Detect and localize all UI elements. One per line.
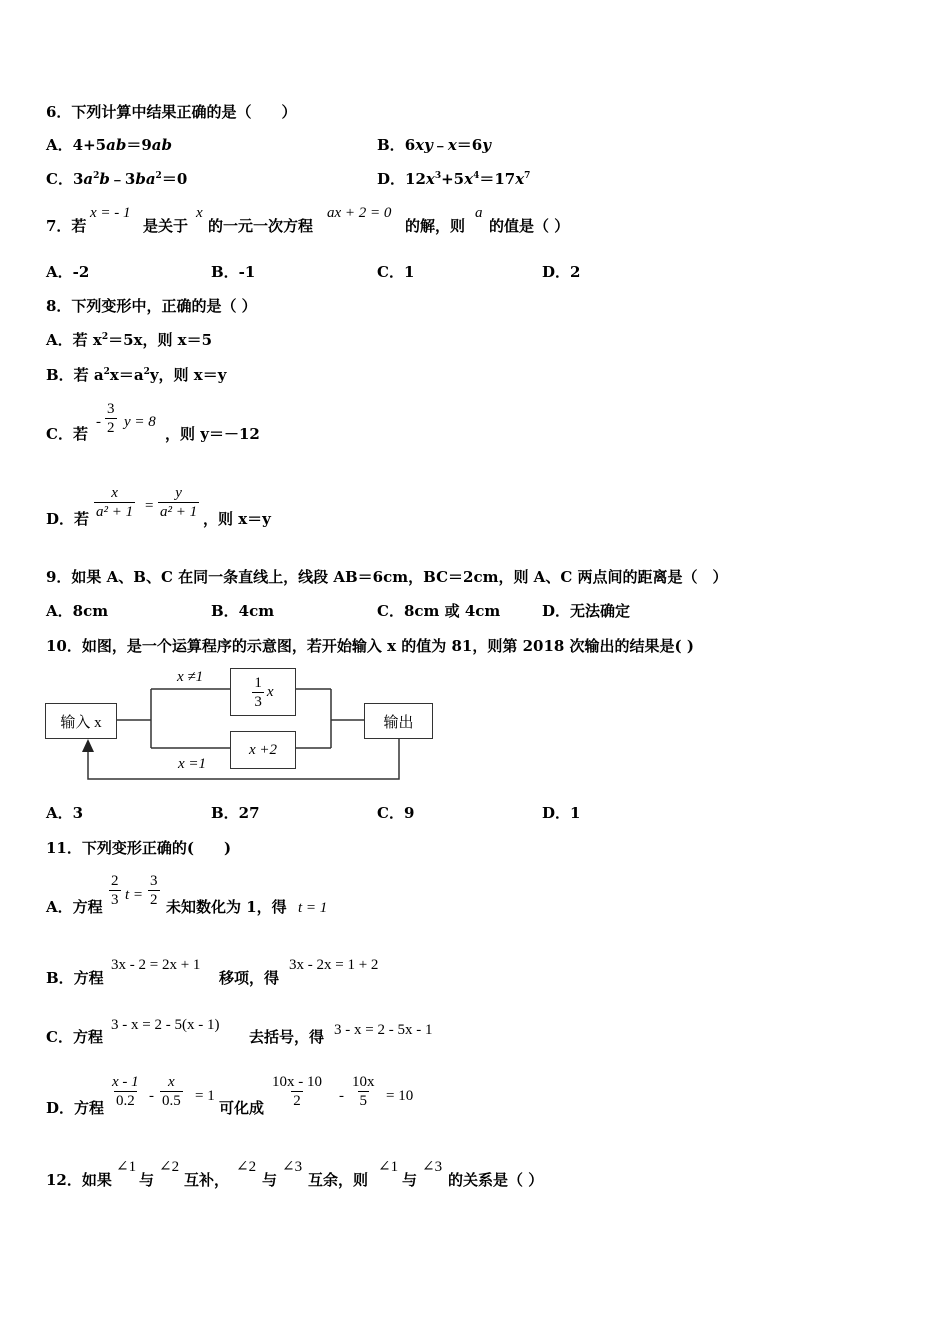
q12-text-5: 与 xyxy=(402,1171,418,1189)
q12-text-3: 与 xyxy=(262,1171,278,1189)
q8-option-b: B．若 $a^2x=a^2y$，则 x＝y xyxy=(46,366,227,384)
q8-option-c-result: ，则 y＝－12 xyxy=(165,425,260,443)
flowchart-arrow-icon xyxy=(82,739,94,752)
q12-number: 12．如果 xyxy=(46,1171,112,1189)
q6-option-b: B．6xy﹣x＝6y xyxy=(377,136,491,154)
q11-c-equation-2: 3 - x = 2 - 5x - 1 xyxy=(334,1022,433,1038)
q11-d-equals-2: = 10 xyxy=(386,1088,414,1104)
q7-math-x-eq: x = - 1 xyxy=(90,205,131,221)
q11-a-fraction-2: $\frac{3}{2}$ xyxy=(150,873,158,908)
q12-text-2: 互补， xyxy=(184,1171,230,1189)
q7-text-3: 的解，则 xyxy=(405,217,466,235)
q8-c-rest: y = 8 xyxy=(124,414,156,430)
q11-a-result: t = 1 xyxy=(298,900,328,916)
q11-option-a-text: 未知数化为 1，得 xyxy=(166,898,287,916)
q7-text-1: 是关于 xyxy=(143,217,189,235)
q11-d-fraction-1: $\frac{x - 1}{0.2}$ xyxy=(112,1074,139,1109)
q11-b-equation-1: 3x - 2 = 2x + 1 xyxy=(111,957,201,973)
q11-option-c-label: C．方程 xyxy=(46,1028,103,1046)
q9-option-d: D．无法确定 xyxy=(542,602,631,620)
flowchart-condition-top: x ≠1 xyxy=(177,669,204,685)
q6-option-c: C．$3a^2b﹣3ba^2=0$ xyxy=(46,170,188,188)
q7-number: 7．若 xyxy=(46,217,87,235)
q12-angle-1: ∠1 xyxy=(116,1159,137,1175)
flowchart-divide-box: $\frac{1}{3}$ x xyxy=(230,668,296,716)
q8-c-fraction: $\frac{3}{2}$ xyxy=(107,401,115,436)
q10-option-d: D．1 xyxy=(542,804,581,822)
q7-math-a: a xyxy=(475,205,483,221)
q11-option-b-label: B．方程 xyxy=(46,969,104,987)
q11-d-fraction-4: $\frac{10x}{5}$ xyxy=(352,1074,375,1109)
flowchart-input-box: 输入 x xyxy=(45,703,117,739)
q10-option-b: B．27 xyxy=(211,804,260,822)
q12-angle-4: ∠3 xyxy=(282,1159,303,1175)
flowchart-one-third: $\frac{1}{3}$ xyxy=(254,674,262,710)
q8-d-fraction-right: $\frac{y}{\text{a² + 1}}$ xyxy=(160,485,198,520)
q10-option-c: C．9 xyxy=(377,804,415,822)
q11-option-d-text: 可化成 xyxy=(219,1099,265,1117)
flowchart-condition-bottom: x =1 xyxy=(178,756,207,772)
q12-angle-3: ∠2 xyxy=(236,1159,257,1175)
q6-option-a: A．4+5ab＝9ab xyxy=(46,136,172,154)
q12-angle-6: ∠3 xyxy=(422,1159,443,1175)
flowchart-add-box: x +2 xyxy=(230,731,296,769)
q11-d-minus-2: - xyxy=(339,1088,344,1104)
q7-text-4: 的值是（ ） xyxy=(489,217,570,235)
q12-text-4: 互余，则 xyxy=(308,1171,369,1189)
q12-angle-5: ∠1 xyxy=(378,1159,399,1175)
q11-option-d-label: D．方程 xyxy=(46,1099,105,1117)
q11-a-var: t = xyxy=(125,887,144,903)
q7-text-2: 的一元一次方程 xyxy=(208,217,314,235)
q11-b-equation-2: 3x - 2x = 1 + 2 xyxy=(289,957,379,973)
q12-angle-2: ∠2 xyxy=(159,1159,180,1175)
q6-stem: 6．下列计算中结果正确的是（ ） xyxy=(46,103,297,121)
q8-d-equals: = xyxy=(145,498,154,514)
q11-d-fraction-2: $\frac{x}{0.5}$ xyxy=(162,1074,181,1109)
q11-c-equation-1: 3 - x = 2 - 5(x - 1) xyxy=(111,1017,220,1033)
flowchart-output-box: 输出 xyxy=(364,703,433,739)
q9-option-b: B．4cm xyxy=(211,602,275,620)
q11-d-equals-1: = 1 xyxy=(195,1088,215,1104)
q10-option-a: A．3 xyxy=(46,804,84,822)
q12-text-6: 的关系是（ ） xyxy=(448,1171,544,1189)
q9-stem: 9．如果 A、B、C 在同一条直线上，线段 AB＝6cm，BC＝2cm，则 A、C 两点间的距离是（ ） xyxy=(46,568,728,586)
q8-c-minus: - xyxy=(96,414,101,430)
q9-option-c: C．8cm 或 4cm xyxy=(377,602,501,620)
q11-option-a-label: A．方程 xyxy=(46,898,103,916)
q12-text-1: 与 xyxy=(139,1171,155,1189)
q11-option-b-text: 移项，得 xyxy=(219,969,280,987)
q11-d-minus-1: - xyxy=(149,1088,154,1104)
q8-option-d-result: ，则 x＝y xyxy=(203,510,271,528)
q8-stem: 8．下列变形中，正确的是（ ） xyxy=(46,297,257,315)
q9-option-a: A．8cm xyxy=(46,602,109,620)
q11-stem: 11．下列变形正确的( ) xyxy=(46,839,232,857)
q11-option-c-text: 去括号，得 xyxy=(249,1028,325,1046)
q7-option-d: D．2 xyxy=(542,263,581,281)
q11-d-fraction-3: $\frac{10x - 10}{2}$ xyxy=(272,1074,322,1109)
q8-d-fraction-left: $\frac{x}{\text{a² + 1}}$ xyxy=(96,485,134,520)
q7-option-b: B．-1 xyxy=(211,263,256,281)
q8-option-d-label: D．若 xyxy=(46,510,90,528)
q11-a-fraction-1: $\frac{2}{3}$ xyxy=(111,873,119,908)
q7-math-equation: ax + 2 = 0 xyxy=(327,205,392,221)
q7-option-a: A．-2 xyxy=(46,263,90,281)
q7-math-x: x xyxy=(196,205,203,221)
q10-stem: 10．如图，是一个运算程序的示意图，若开始输入 x 的值为 81，则第 2018 次输出的结果是( ) xyxy=(46,637,694,655)
q6-option-d: D．$12x^3+5x^4=17x^7$ xyxy=(377,170,531,188)
q8-option-a: A．若 $x^2=5x$，则 x＝5 xyxy=(46,331,213,349)
q7-option-c: C．1 xyxy=(377,263,415,281)
q8-option-c-label: C．若 xyxy=(46,425,88,443)
